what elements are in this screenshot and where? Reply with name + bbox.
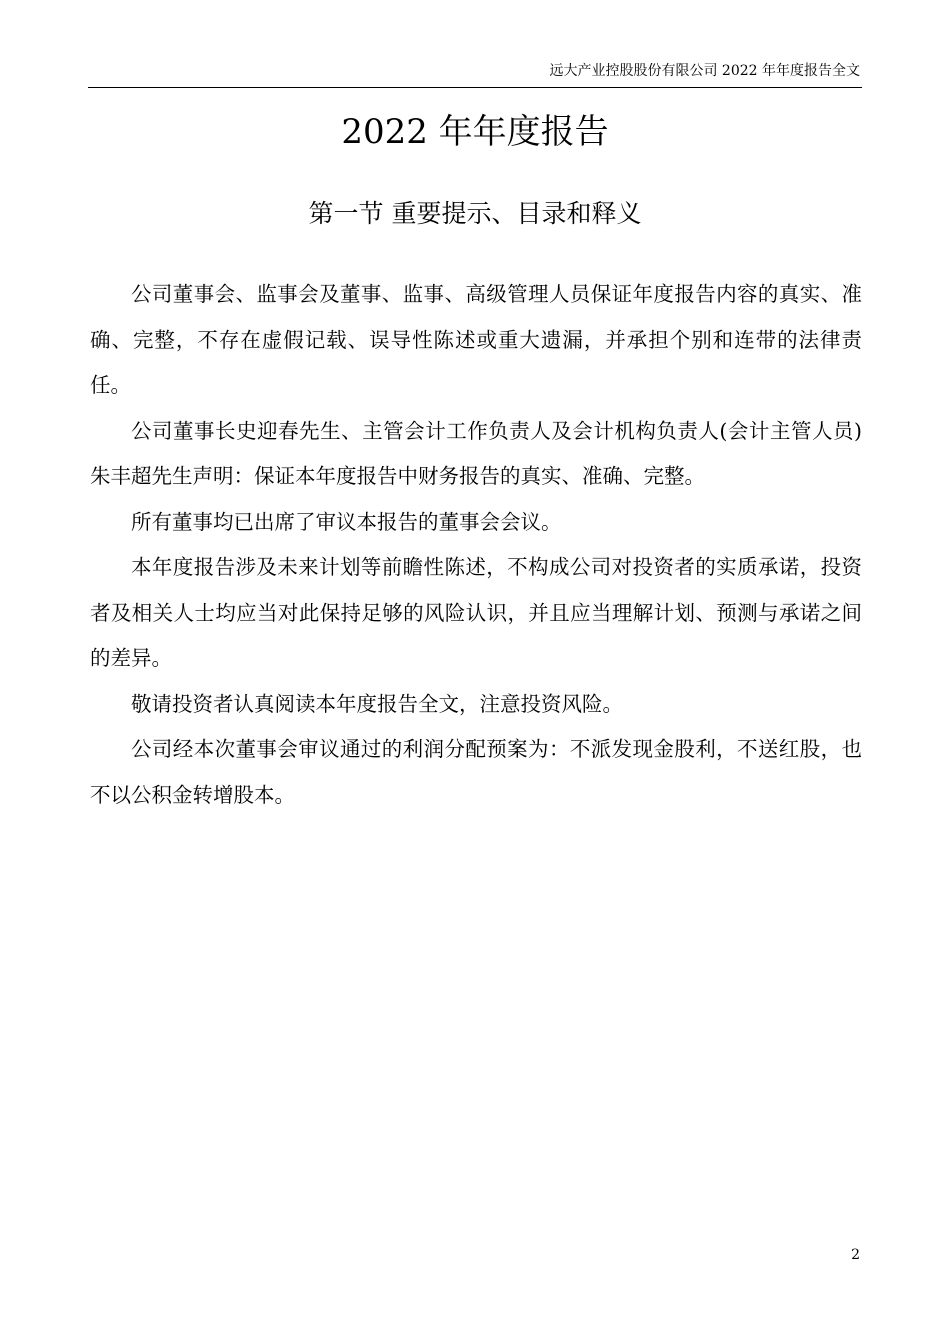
paragraph-chairman-statement: 公司董事长史迎春先生、主管会计工作负责人及会计机构负责人(会计主管人员)朱丰超先生声明：保证本年度报告中财务报告的真实、准确、完整。 xyxy=(90,418,862,488)
document-title: 2022 年年度报告 xyxy=(341,112,609,152)
paragraph-profit-distribution: 公司经本次董事会审议通过的利润分配预案为：不派发现金股利，不送红股，也不以公积金转增股本。 xyxy=(90,737,862,807)
paragraph-risk-notice: 敬请投资者认真阅读本年度报告全文，注意投资风险。 xyxy=(131,691,623,716)
paragraph-board-guarantee: 公司董事会、监事会及董事、监事、高级管理人员保证年度报告内容的真实、准确、完整，不存在虚假记载、误导性陈述或重大遗漏，并承担个别和连带的法律责任。 xyxy=(90,282,862,397)
section-title: 第一节 重要提示、目录和释义 xyxy=(308,199,642,228)
header-rule xyxy=(88,87,862,88)
paragraph-directors-attendance: 所有董事均已出席了审议本报告的董事会会议。 xyxy=(131,509,562,534)
body-text xyxy=(90,272,862,818)
running-header: 远大产业控股股份有限公司 2022 年年度报告全文 xyxy=(549,63,860,79)
page-number: 2 xyxy=(851,1247,860,1263)
paragraph-forward-looking: 本年度报告涉及未来计划等前瞻性陈述，不构成公司对投资者的实质承诺，投资者及相关人士均应当对此保持足够的风险认识，并且应当理解计划、预测与承诺之间的差异。 xyxy=(90,555,862,670)
